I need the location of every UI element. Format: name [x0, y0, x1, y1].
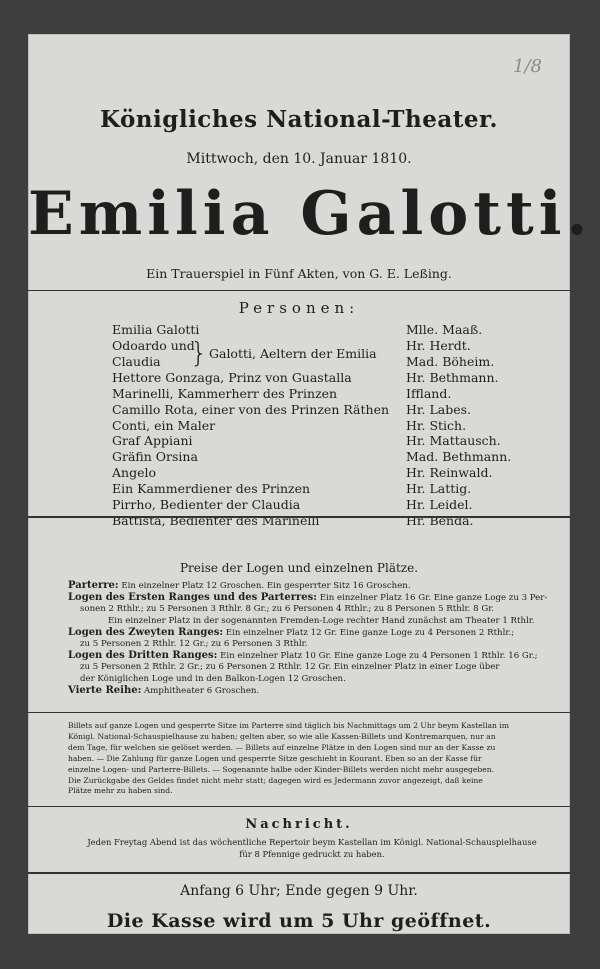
cast-role: Marinelli, Kammerherr des Prinzen — [112, 385, 338, 401]
cast-heading: Personen: — [238, 299, 360, 317]
notice-line: haben. — Die Zahlung für ganze Logen und gesperrte Sitze geschieht in Kourant. Eben so an der Kasse für — [68, 753, 482, 763]
notice-line: Plätze mehr zu haben sind. — [68, 786, 173, 796]
divider — [28, 516, 570, 518]
cast-actor: Hr. Herdt. — [406, 337, 471, 353]
theater-name: Königliches National-Theater. — [99, 106, 499, 133]
cast-actor: Hr. Lattig. — [406, 481, 472, 497]
brace-glyph: } — [190, 335, 208, 369]
divider — [28, 872, 570, 874]
price-text: Ein einzelner Platz 10 Gr. Eine ganze Loge zu 4 Personen 1 Rthlr. 16 Gr.; — [220, 651, 538, 662]
cast-row — [112, 386, 532, 402]
cast-role: Angelo — [112, 465, 157, 481]
playbill-sheet — [28, 34, 593, 934]
cast-actor: Mad. Böheim. — [406, 353, 495, 369]
prices-heading: Preise der Logen und einzelnen Plätze. — [179, 561, 419, 575]
price-text: der Königlichen Loge und in den Balkon-Logen 12 Groschen. — [80, 673, 346, 684]
cast-role: Camillo Rota, einer von des Prinzen Räthen — [112, 401, 390, 417]
cast-role: Conti, ein Maler — [112, 417, 216, 433]
price-label: Logen des Ersten Ranges und des Parterres: — [68, 592, 317, 604]
notice-line: Königl. National-Schauspielhause zu haben; gelten aber, so wie alle Kassen-Billets und Kontremarquen, nur an — [68, 731, 496, 741]
price-text: Ein einzelner Platz 12 Gr. Eine ganze Loge zu 4 Personen 2 Rthlr.; — [225, 627, 515, 638]
notice-line: einzelne Logen- und Parterre-Billets. — Sogenannte halbe oder Kinder-Billets werden nicht mehr ausgegeben. — [68, 764, 495, 774]
cast-actor: Hr. Stich. — [406, 417, 467, 433]
price-text: Ein einzelner Platz 16 Gr. Eine ganze Loge zu 3 Per- — [319, 593, 548, 604]
cast-row — [112, 402, 532, 418]
cast-role: Hettore Gonzaga, Prinz von Guastalla — [112, 369, 352, 385]
cast-row — [112, 418, 532, 434]
cast-actor: Hr. Leidel. — [406, 497, 473, 513]
divider — [28, 712, 570, 713]
price-label: Vierte Reihe: — [68, 684, 142, 696]
price-label: Logen des Dritten Ranges: — [68, 650, 218, 662]
play-subtitle: Ein Trauerspiel in Fünf Akten, von G. E. Leßing. — [146, 266, 452, 281]
price-label: Parterre: — [68, 580, 119, 591]
nachricht-line: Jeden Freytag Abend ist das wöchentliche Repertoir beym Kastellan im Königl. National-Schauspielhause — [87, 837, 537, 847]
divider — [28, 290, 570, 291]
cast-role: Graf Appiani — [112, 433, 193, 449]
nachricht-text — [76, 837, 548, 860]
performance-date: Mittwoch, den 10. Januar 1810. — [186, 151, 412, 167]
cast-actor: Iffland. — [406, 385, 452, 401]
cast-list — [112, 322, 532, 529]
cast-row — [112, 449, 532, 465]
cast-role: Ein Kammerdiener des Prinzen — [112, 481, 311, 497]
notice-line: Billets auf ganze Logen und gesperrte Sitze im Parterre sind täglich bis Nachmittags um 2 Uhr beym Kastellan im — [68, 721, 509, 730]
cast-row — [112, 370, 532, 386]
cast-actor: Hr. Labes. — [406, 401, 471, 417]
cast-role: Pirrho, Bedienter der Claudia — [112, 497, 301, 513]
cast-actor: Mad. Bethmann. — [406, 449, 512, 465]
pencil-mark: 1/8 — [513, 56, 542, 77]
price-text: Amphitheater 6 Groschen. — [144, 685, 260, 696]
divider — [28, 806, 570, 807]
price-text: zu 5 Personen 2 Rthlr. 2 Gr.; zu 6 Personen 2 Rthlr. 12 Gr. Ein einzelner Platz in einer Loge über — [80, 662, 500, 673]
ticket-notice — [68, 721, 556, 797]
play-title: Emilia Galotti. — [28, 179, 593, 249]
price-label: Logen des Zweyten Ranges: — [68, 626, 224, 638]
cast-actor: Hr. Mattausch. — [406, 433, 501, 449]
start-time: Anfang 6 Uhr; Ende gegen 9 Uhr. — [180, 883, 418, 899]
cast-actor: Hr. Reinwald. — [406, 465, 493, 481]
cast-role: Battista, Bedienter des Marinelli — [112, 512, 320, 528]
cast-actor: Hr. Benda. — [406, 512, 474, 528]
price-text: sonen 2 Rthlr.; zu 5 Personen 3 Rthlr. 8 Gr.; zu 6 Personen 4 Rthlr.; zu 8 Personen 5 Rthlr. 8 Gr. — [80, 604, 495, 615]
cast-row — [112, 322, 532, 338]
price-text: zu 5 Personen 2 Rthlr. 12 Gr.; zu 6 Personen 3 Rthlr. — [80, 639, 308, 650]
cast-role: Odoardo und — [112, 337, 195, 353]
cast-role-joint: Galotti, Aeltern der Emilia — [209, 345, 377, 361]
cast-row — [112, 465, 532, 481]
notice-line: dem Tage, für welchen sie gelöset werden. — Billets auf einzelne Plätze in den Logen sind nur an der Kasse zu — [68, 742, 496, 752]
cast-role: Emilia Galotti — [112, 322, 200, 337]
nachricht-heading: Nachricht. — [245, 817, 353, 832]
cast-role: Gräfin Orsina — [112, 449, 198, 465]
nachricht-line: für 8 Pfennige gedruckt zu haben. — [239, 848, 385, 859]
cast-row — [112, 481, 532, 497]
notice-line: Die Zurückgabe des Geldes findet nicht mehr statt; dagegen wird es Jedermann zuvor angezeigt, daß keine — [68, 775, 483, 785]
cast-actor: Hr. Bethmann. — [406, 369, 499, 385]
cast-row — [112, 497, 532, 513]
cast-row — [112, 433, 532, 449]
prices-block — [68, 580, 556, 697]
cast-pair-row — [112, 335, 532, 370]
price-text: Ein einzelner Platz 12 Groschen. Ein gesperrter Sitz 16 Groschen. — [121, 581, 411, 591]
cast-actor: Mlle. Maaß. — [406, 322, 483, 337]
cast-role: Claudia — [112, 353, 161, 369]
box-office-opening: Die Kasse wird um 5 Uhr geöffnet. — [106, 910, 492, 932]
price-text: Ein einzelner Platz in der sogenannten Fremden-Loge rechter Hand zunächst am Theater 1 Rthlr. — [108, 615, 535, 626]
